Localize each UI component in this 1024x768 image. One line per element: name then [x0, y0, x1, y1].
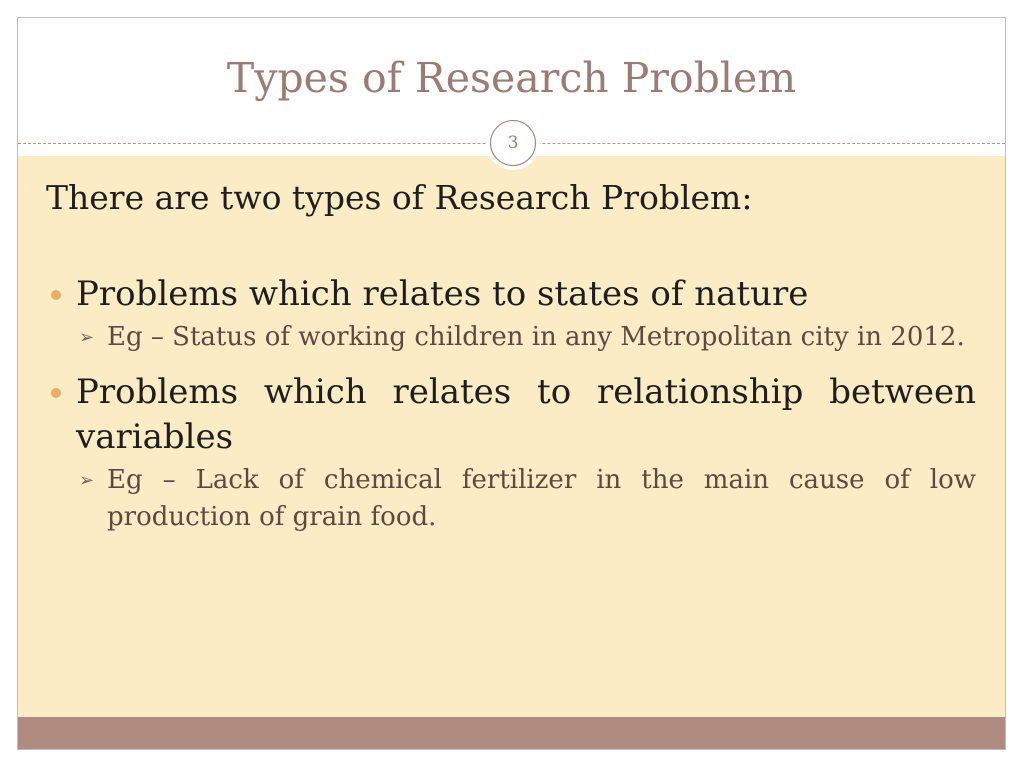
arrowhead-icon: ➢ — [79, 327, 95, 348]
intro-text: There are two types of Research Problem: — [46, 178, 753, 217]
slide-content — [46, 178, 976, 550]
slide-title: Types of Research Problem — [226, 54, 797, 102]
bullet-icon — [51, 388, 61, 398]
bullet-text: Problems which relates to states of nature — [76, 274, 809, 314]
bullet-text: Problems which relates to relationship between variables — [76, 372, 976, 457]
bullet-icon — [51, 290, 61, 300]
sub-bullet-text: Eg – Lack of chemical fertilizer in the main cause of low production of grain food. — [107, 465, 976, 532]
page-number: 3 — [490, 120, 536, 166]
sub-bullet-text: Eg – Status of working children in any Metropolitan city in 2012. — [107, 322, 965, 352]
page-number-badge — [486, 116, 540, 170]
arrowhead-icon: ➢ — [79, 470, 95, 491]
slide — [17, 17, 1006, 750]
bullet-item — [46, 272, 976, 356]
footer-bar — [18, 717, 1005, 750]
bullet-item — [46, 370, 976, 536]
